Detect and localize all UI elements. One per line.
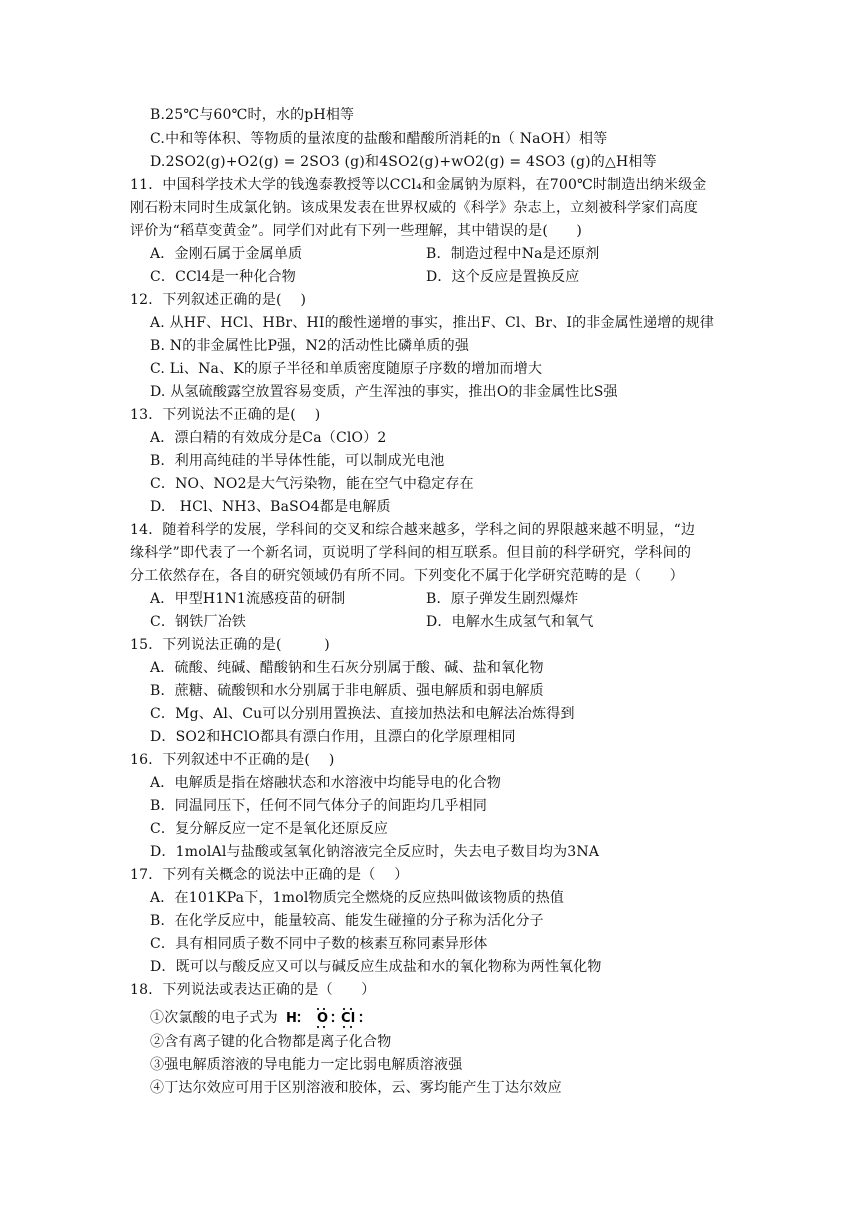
q18-statement-1 [150, 1005, 368, 1031]
lewis-dot [350, 1008, 352, 1010]
hclo-electron-formula [284, 1005, 368, 1031]
lewis-dot [343, 1008, 345, 1010]
lewis-dot [360, 1014, 362, 1016]
q16-stem: 16．下列叙述中不正确的是( ) [130, 752, 335, 768]
q17-option-b: B．在化学反应中，能量较高、能发生碰撞的分子称为活化分子 [150, 913, 544, 929]
q14-stem-line-1: 14．随着科学的发展，学科间的交叉和综合越来越多，学科之间的界限越来越不明显，“边 [130, 522, 696, 538]
lewis-dot [360, 1020, 362, 1022]
q11-option-c: C．CCl4是一种化合物 [150, 269, 296, 285]
q16-option-a: A．电解质是指在熔融状态和水溶液中均能导电的化合物 [150, 775, 502, 791]
q15-option-d: D．SO2和HClO都具有漂白作用，且漂白的化学原理相同 [150, 729, 516, 745]
q15-option-c: C．Mg、Al、Cu可以分别用置换法、直接加热法和电解法冶炼得到 [150, 706, 575, 722]
q18-statement-2: ②含有离子键的化合物都是离子化合物 [150, 1034, 392, 1050]
q11-stem-line-2: 刚石粉末同时生成氯化钠。该成果发表在世界权威的《科学》杂志上，立刻被科学家们高度 [130, 200, 698, 216]
q13-option-a: A．漂白精的有效成分是Ca（ClO）2 [150, 430, 387, 446]
q17-stem: 17．下列有关概念的说法中正确的是（ ） [130, 867, 409, 883]
q14-option-a: A．甲型H1N1流感疫苗的研制 [150, 591, 346, 607]
lewis-dot [350, 1026, 352, 1028]
q11-stem-line-1: 11．中国科学技术大学的钱逸泰教授等以CCl₄和金属钠为原料，在700℃时制造出纳米级金 [130, 177, 707, 193]
q14-option-b: B．原子弹发生剧烈爆炸 [426, 591, 579, 607]
q13-option-d: D. HCl、NH3、BaSO4都是电解质 [150, 499, 391, 515]
q15-stem: 15．下列说法正确的是( ) [130, 637, 330, 653]
q11-option-a: A．金刚石属于金属单质 [150, 246, 303, 262]
lewis-h: H [286, 1011, 298, 1026]
lewis-dot [323, 1026, 325, 1028]
q16-option-c: C．复分解反应一定不是氧化还原反应 [150, 821, 389, 837]
q18-statement-4: ④丁达尔效应可用于区别溶液和胶体，云、雾均能产生丁达尔效应 [150, 1080, 562, 1096]
q12-stem: 12．下列叙述正确的是( ) [130, 292, 307, 308]
q16-option-b: B．同温同压下，任何不同气体分子的间距均几乎相同 [150, 798, 488, 814]
q12-option-a: A. 从HF、HCl、HBr、HI的酸性递增的事实，推出F、Cl、Br、I的非金属性递增的规律 [150, 315, 715, 331]
q17-option-c: C．具有相同质子数不同中子数的核素互称同素异形体 [150, 936, 488, 952]
q18-statement-1-text: ①次氯酸的电子式为 [150, 1010, 278, 1026]
lewis-dot [317, 1026, 319, 1028]
q13-stem: 13．下列说法不正确的是( ) [130, 407, 321, 423]
lewis-o: O [317, 1011, 329, 1026]
lewis-dot [332, 1014, 334, 1016]
q18-stem: 18．下列说法或表达正确的是（ ） [130, 982, 376, 998]
lewis-cl: Cl [341, 1011, 356, 1026]
q15-option-a: A．硫酸、纯碱、醋酸钠和生石灰分别属于酸、碱、盐和氧化物 [150, 660, 544, 676]
q18-statement-3: ③强电解质溶液的导电能力一定比弱电解质溶液强 [150, 1057, 463, 1073]
q10-option-d: D.2SO2(g)+O2(g) = 2SO3 (g)和4SO2(g)+wO2(g) = 4SO3 (g)的△H相等 [150, 154, 657, 170]
lewis-dot [323, 1008, 325, 1010]
q11-option-b: B．制造过程中Na是还原剂 [426, 246, 600, 262]
lewis-dot [298, 1020, 300, 1022]
q17-option-a: A．在101KPa下，1mol物质完全燃烧的反应热叫做该物质的热值 [150, 890, 565, 906]
q12-option-d: D. 从氢硫酸露空放置容易变质，产生浑浊的事实，推出O的非金属性比S强 [150, 384, 618, 400]
q14-option-c: C．钢铁厂冶铁 [150, 614, 247, 630]
q13-option-b: B．利用高纯硅的半导体性能，可以制成光电池 [150, 453, 445, 469]
q14-option-d: D．电解水生成氢气和氧气 [426, 614, 594, 630]
q13-option-c: C．NO、NO2是大气污染物，能在空气中稳定存在 [150, 476, 474, 492]
q12-option-c: C. Li、Na、K的原子半径和单质密度随原子序数的增加而增大 [150, 361, 543, 377]
q17-option-d: D．既可以与酸反应又可以与碱反应生成盐和水的氧化物称为两性氧化物 [150, 959, 602, 975]
q14-stem-line-3: 分工依然存在，各自的研究领域仍有所不同。下列变化不属于化学研究范畴的是（ ） [130, 568, 684, 584]
lewis-dot [317, 1008, 319, 1010]
lewis-dot [332, 1020, 334, 1022]
lewis-dot [343, 1026, 345, 1028]
q16-option-d: D．1molAl与盐酸或氢氧化钠溶液完全反应时，失去电子数目均为3NA [150, 844, 600, 860]
q10-option-c: C.中和等体积、等物质的量浓度的盐酸和醋酸所消耗的n（ NaOH）相等 [150, 131, 608, 147]
q15-option-b: B．蔗糖、硫酸钡和水分别属于非电解质、强电解质和弱电解质 [150, 683, 544, 699]
q10-option-b: B.25℃与60℃时，水的pH相等 [150, 107, 355, 123]
q11-stem-line-3: 评价为“稻草变黄金”。同学们对此有下列一些理解，其中错误的是( ) [130, 223, 583, 239]
q11-option-d: D．这个反应是置换反应 [426, 269, 580, 285]
lewis-dot [298, 1014, 300, 1016]
q14-stem-line-2: 缘科学”即代表了一个新名词，页说明了学科间的相互联系。但目前的科学研究，学科间的 [130, 545, 692, 561]
q12-option-b: B. N的非金属性比P强，N2的活动性比磷单质的强 [150, 338, 470, 354]
